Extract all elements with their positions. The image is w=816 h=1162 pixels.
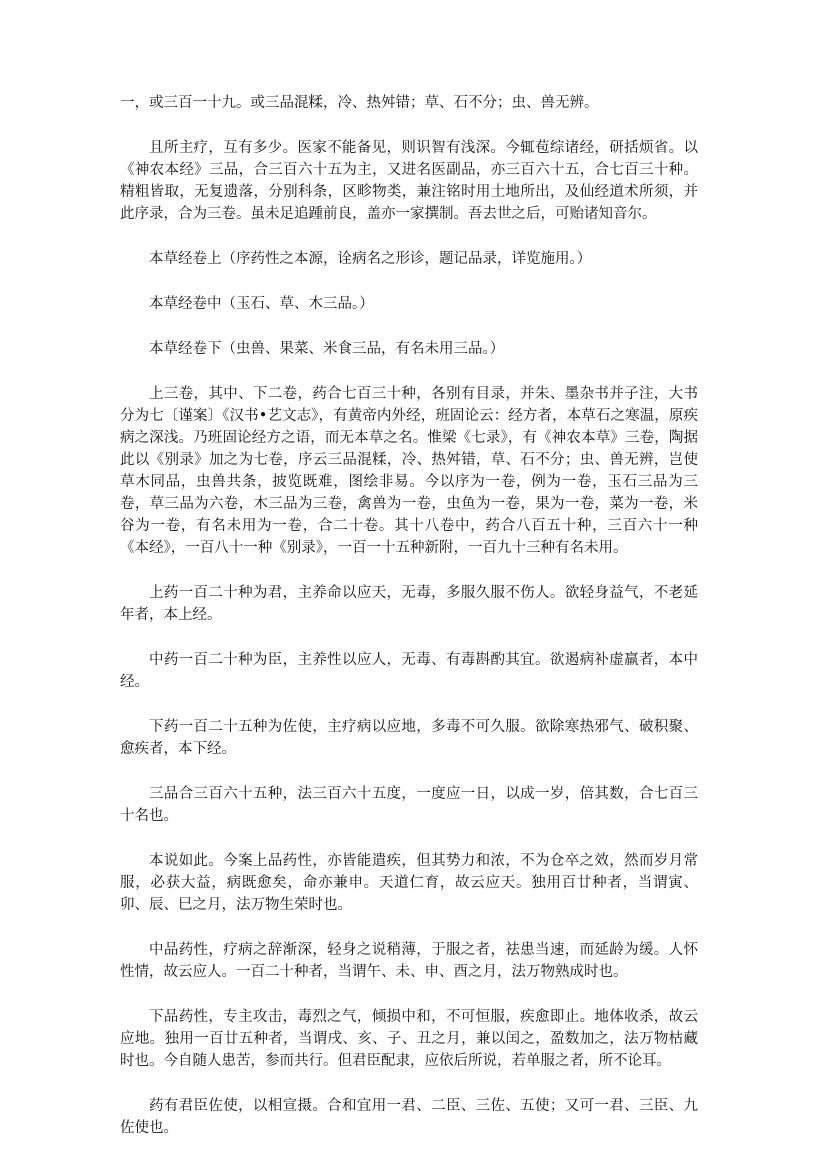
paragraph-12: 中品药性，疗病之辞渐深，轻身之说稍薄，于服之者，祛患当速，而延龄为缓。人怀性情，故云应人。一百二十种者，当谓午、未、申、酉之月，法万物熟成时也。	[120, 942, 698, 980]
paragraph-14: 药有君臣佐使，以相宣摄。合和宜用一君、二臣、三佐、五使；又可一君、三臣、九佐使也。	[120, 1098, 698, 1136]
paragraph-6: 上三卷，其中、下二卷，药合七百三十种，各别有目录，并朱、墨杂书并子注，大书分为七〔谨案〕《汉书•艺文志》，有黄帝内外经，班固论云：经方者，本草石之寒温，原疾病之深浅。乃班固论经方之语，而无本草之名。惟梁《七录》，有《神农本草》三卷，陶据此以《别录》加之为七卷，序云三品混糅，冷、热舛错，草、石不分；虫、兽无辨，岂使草木同品，虫兽共条，披览既难，图绘非易。今以序为一卷，例为一卷，玉石三品为三卷，草三品为六卷，木三品为三卷，禽兽为一卷，虫鱼为一卷，果为一卷，菜为一卷，米谷为一卷，有名未用为一卷，合二十卷。其十八卷中，药合八百五十种，三百六十一种《本经》，一百八十一种《别录》，一百一十五种新附，一百九十三种有名未用。	[120, 386, 698, 556]
paragraph-2: 且所主疗，互有多少。医家不能备见，则识智有浅深。今辄苞综诸经，研括烦省。以《神农本经》三品，合三百六十五为主，又进名医副品，亦三百六十五，合七百三十种。精粗皆取，无复遗落，分别科条，区畛物类，兼注铭时用土地所出，及仙经道术所须，并此序录，合为三卷。虽未足追踵前良，盖亦一家撰制。吾去世之后，可贻诸知音尔。	[120, 140, 698, 222]
paragraph-7: 上药一百二十种为君，主养命以应天，无毒，多服久服不伤人。欲轻身益气，不老延年者，本上经。	[120, 585, 698, 623]
paragraph-3: 本草经卷上（序药性之本源，诠病名之形诊，题记品录，详览施用。）	[149, 251, 592, 267]
paragraph-4: 本草经卷中（玉石、草、木三品。）	[149, 296, 374, 312]
paragraph-8: 中药一百二十种为臣，主养性以应人，无毒、有毒斟酌其宜。欲遏病补虚羸者，本中经。	[120, 652, 698, 690]
paragraph-10: 三品合三百六十五种，法三百六十五度，一度应一日，以成一岁，倍其数，合七百三十名也。	[120, 786, 698, 824]
document-page	[120, 92, 698, 1162]
paragraph-11: 本说如此。今案上品药性，亦皆能遣疾，但其势力和浓，不为仓卒之效，然而岁月常服，必获大益，病既愈矣，命亦兼申。天道仁育，故云应天。独用百廿种者，当谓寅、卯、辰、巳之月，法万物生荣时也。	[120, 853, 698, 913]
paragraph-13: 下品药性，专主攻击，毒烈之气，倾损中和，不可恒服，疾愈即止。地体收杀，故云应地。独用一百廿五种者，当谓戌、亥、子、丑之月，兼以闰之，盈数加之，法万物枯藏时也。今自随人患苦，参而共行。但君臣配隶，应依后所说，若单服之者，所不论耳。	[120, 1009, 698, 1069]
paragraph-5: 本草经卷下（虫兽、果菜、米食三品，有名未用三品。）	[149, 341, 505, 357]
paragraph-1: 一，或三百一十九。或三品混糅，冷、热舛错；草、石不分；虫、兽无辨。	[120, 95, 599, 111]
paragraph-9: 下药一百二十五种为佐使，主疗病以应地，多毒不可久服。欲除寒热邪气、破积聚、愈疾者，本下经。	[120, 719, 698, 757]
